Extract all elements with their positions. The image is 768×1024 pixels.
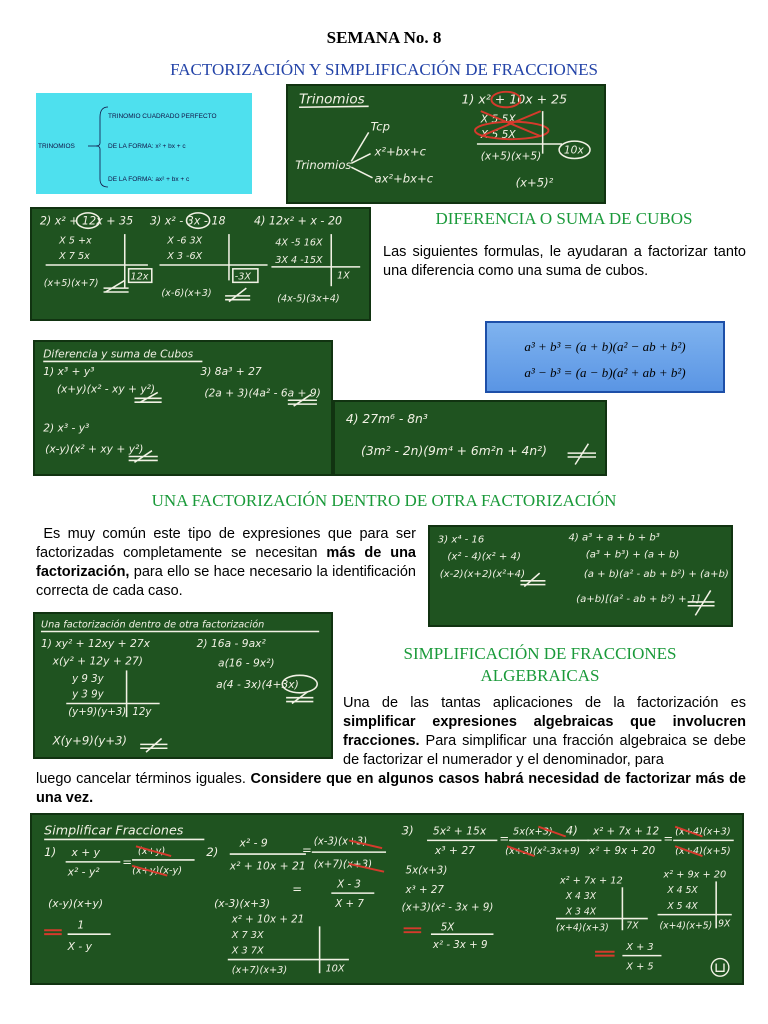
svg-text:X 7 3X: X 7 3X xyxy=(231,930,264,942)
svg-text:9X: 9X xyxy=(718,918,731,930)
svg-text:X 5 4X: X 5 4X xyxy=(667,900,698,912)
svg-text:(x+4)(x+3): (x+4)(x+3) xyxy=(675,826,731,838)
svg-text:1X: 1X xyxy=(337,270,350,282)
svg-text:3): 3) xyxy=(401,823,414,838)
board-root: Trinomios xyxy=(295,158,352,173)
board-title: Trinomios xyxy=(299,91,365,108)
diagram-item-2: DE LA FORMA: x² + bx + c xyxy=(108,143,186,150)
svg-text:(x+4)(x+5): (x+4)(x+5) xyxy=(675,846,731,858)
svg-text:X + 5: X + 5 xyxy=(626,961,654,973)
paragraph-simplificacion: Una de las tantas aplicaciones de la factorización es simplificar expresiones algebraicas que involucren fracciones. Para simplificar una fracción algebraica se debe de factorizar el numerador y el denominador, para xyxy=(343,695,746,768)
svg-text:x + y: x + y xyxy=(71,846,101,860)
svg-text:X 4 3X: X 4 3X xyxy=(565,891,597,902)
board-cubos-ex4 xyxy=(333,400,607,476)
svg-text:4) 27m⁶ - 8n³: 4) 27m⁶ - 8n³ xyxy=(345,411,428,426)
svg-text:X 3 4X: X 3 4X xyxy=(565,906,597,918)
board-dentro-a xyxy=(428,525,733,627)
svg-text:X 5 +x: X 5 +x xyxy=(59,235,92,247)
svg-text:3X 4 -15X: 3X 4 -15X xyxy=(275,255,323,267)
svg-text:4X -5 16X: 4X -5 16X xyxy=(275,237,323,249)
svg-text:x² - 9: x² - 9 xyxy=(239,836,268,850)
svg-text:(x-y)(x+y): (x-y)(x+y) xyxy=(48,896,104,910)
svg-text:x² + 7x + 12: x² + 7x + 12 xyxy=(559,875,623,887)
svg-text:=: = xyxy=(292,882,303,897)
svg-text:2) x³ - y³: 2) x³ - y³ xyxy=(43,421,90,435)
svg-text:(3m² - 2n)(9m⁴ + 6m²n + 4n²): (3m² - 2n)(9m⁴ + 6m²n + 4n²) xyxy=(361,444,547,459)
svg-text:a(4 - 3x)(4+3x): a(4 - 3x)(4+3x) xyxy=(216,677,299,691)
svg-text:X 3 -6X: X 3 -6X xyxy=(167,251,203,263)
svg-text:(x+3)(x² - 3x + 9): (x+3)(x² - 3x + 9) xyxy=(401,901,494,914)
svg-text:x(y² + 12y + 27): x(y² + 12y + 27) xyxy=(52,654,143,668)
svg-text:4) a³ + a + b + b³: 4) a³ + a + b + b³ xyxy=(568,532,660,544)
svg-text:(x-3)(x+3): (x-3)(x+3) xyxy=(214,896,271,910)
svg-text:3) x² - 3x - 18: 3) x² - 3x - 18 xyxy=(149,214,226,228)
svg-text:(x+7)(x+3): (x+7)(x+3) xyxy=(231,965,288,977)
svg-text:X - y: X - y xyxy=(67,939,93,953)
svg-text:x² + 7x + 12: x² + 7x + 12 xyxy=(593,825,660,838)
svg-text:Diferencia y suma de Cubos: Diferencia y suma de Cubos xyxy=(43,347,194,361)
paragraph-cubos: Las siguientes formulas, le ayudaran a factorizar tanto una diferencia como una suma de cubos. xyxy=(383,244,746,279)
svg-text:=: = xyxy=(122,854,133,869)
svg-text:(x+7)(x+3): (x+7)(x+3) xyxy=(313,858,373,871)
svg-text:X 3 7X: X 3 7X xyxy=(231,945,264,957)
heading-simplificacion: SIMPLIFICACIÓN DE FRACCIONES ALGEBRAICAS xyxy=(403,644,677,685)
svg-text:Una factorización dentro de ot: Una factorización dentro de otra factorización xyxy=(40,619,265,631)
svg-text:1) xy² + 12xy + 27x: 1) xy² + 12xy + 27x xyxy=(40,637,150,651)
formula-difference-of-cubes: a³ − b³ = (a − b)(a² + ab + b²) xyxy=(524,365,686,380)
page-subtitle: FACTORIZACIÓN Y SIMPLIFICACIÓN DE FRACCIONES xyxy=(170,60,598,79)
svg-text:(4x-5)(3x+4): (4x-5)(3x+4) xyxy=(277,293,340,305)
svg-text:(x+y)(x-y): (x+y)(x-y) xyxy=(132,865,183,877)
svg-text:2) x² + 12x + 35: 2) x² + 12x + 35 xyxy=(39,214,134,228)
svg-text:10x: 10x xyxy=(563,143,584,157)
svg-text:(x-3)(x+3): (x-3)(x+3) xyxy=(313,835,368,848)
board-trinomios xyxy=(286,84,606,204)
formula-sum-of-cubes: a³ + b³ = (a + b)(a² − ab + b²) xyxy=(524,339,686,354)
svg-text:X 7 5x: X 7 5x xyxy=(59,251,90,263)
svg-text:x² + 10x + 21: x² + 10x + 21 xyxy=(229,859,306,873)
svg-text:12x: 12x xyxy=(130,271,149,283)
svg-text:x² - 3x + 9: x² - 3x + 9 xyxy=(432,938,488,951)
paragraph-simplificacion-2: luego cancelar términos iguales. Considere que en algunos casos habrá necesidad de factorizar más de una vez. xyxy=(36,771,746,806)
svg-text:(x+y)(x² - xy + y²): (x+y)(x² - xy + y²) xyxy=(56,382,156,396)
svg-text:X + 3: X + 3 xyxy=(626,941,654,953)
svg-text:x²+bx+c: x²+bx+c xyxy=(374,144,427,159)
svg-text:1) x² + 10x + 25: 1) x² + 10x + 25 xyxy=(461,91,568,107)
svg-text:=: = xyxy=(499,831,510,846)
logo-icon xyxy=(711,959,729,977)
svg-text:(x² - 4)(x² + 4): (x² - 4)(x² + 4) xyxy=(447,551,521,563)
svg-text:-3X: -3X xyxy=(234,271,251,283)
svg-text:(x+5)(x+7): (x+5)(x+7) xyxy=(43,278,99,290)
svg-text:(y+9)(y+3): (y+9)(y+3) xyxy=(68,707,127,719)
svg-text:5x(x+3): 5x(x+3) xyxy=(513,826,553,838)
svg-text:(x+5)²: (x+5)² xyxy=(515,175,554,190)
svg-text:5x(x+3): 5x(x+3) xyxy=(405,864,448,877)
svg-text:(x+5)(x+5): (x+5)(x+5) xyxy=(480,149,542,163)
paragraph-dentro: Es muy común este tipo de expresiones que para ser factorizadas completamente se necesitan más de una factorización, para ello se hace necesario la identificación correcta de cada caso. xyxy=(36,526,416,599)
svg-text:(x+4)(x+5): (x+4)(x+5) xyxy=(659,920,713,932)
svg-text:x² + 9x + 20: x² + 9x + 20 xyxy=(589,845,656,858)
svg-text:(2a + 3)(4a² - 6a + 9): (2a + 3)(4a² - 6a + 9) xyxy=(204,386,321,400)
heading-cubos: DIFERENCIA O SUMA DE CUBOS xyxy=(435,209,693,228)
svg-text:=: = xyxy=(663,831,674,846)
svg-text:X 5 5X: X 5 5X xyxy=(480,112,516,126)
cube-formulas xyxy=(485,321,725,393)
svg-text:(a³ + b³) + (a + b): (a³ + b³) + (a + b) xyxy=(585,549,680,561)
trinomios-diagram xyxy=(36,93,252,194)
board-simplificar xyxy=(30,813,744,985)
svg-text:(x+4)(x+3): (x+4)(x+3) xyxy=(555,922,609,934)
svg-text:a(16 - 9x²): a(16 - 9x²) xyxy=(218,656,275,670)
board-ejemplos-trinomios xyxy=(30,207,371,321)
svg-text:Tcp: Tcp xyxy=(370,119,390,134)
svg-text:2): 2) xyxy=(206,845,219,860)
svg-text:2) 16a - 9ax²: 2) 16a - 9ax² xyxy=(196,637,266,651)
diagram-item-3: DE LA FORMA: ax² + bx + c xyxy=(108,176,190,183)
svg-text:5x² + 15x: 5x² + 15x xyxy=(432,824,487,838)
svg-text:7X: 7X xyxy=(626,920,639,932)
svg-text:(x-6)(x+3): (x-6)(x+3) xyxy=(161,287,212,299)
svg-text:x³ + 27: x³ + 27 xyxy=(434,844,476,858)
svg-text:X 4 5X: X 4 5X xyxy=(667,885,698,897)
svg-text:X -6 3X: X -6 3X xyxy=(167,235,203,247)
svg-text:x² + 10x + 21: x² + 10x + 21 xyxy=(231,913,305,926)
svg-text:(x-2)(x+2)(x²+4): (x-2)(x+2)(x²+4) xyxy=(439,568,526,580)
svg-text:4) 12x² + x - 20: 4) 12x² + x - 20 xyxy=(254,214,343,228)
svg-text:X - 3: X - 3 xyxy=(337,878,361,891)
svg-text:x² - y²: x² - y² xyxy=(67,865,100,879)
svg-text:(x+y): (x+y) xyxy=(137,846,166,858)
svg-text:1): 1) xyxy=(44,845,57,860)
diagram-root: TRINOMIOS xyxy=(38,143,75,150)
svg-text:x³ + 27: x³ + 27 xyxy=(405,884,444,897)
svg-text:(a+b)[(a² - ab + b²) + 1]: (a+b)[(a² - ab + b²) + 1] xyxy=(576,593,701,605)
svg-text:X(y+9)(y+3): X(y+9)(y+3) xyxy=(52,733,127,748)
svg-text:(x-y)(x² + xy + y²): (x-y)(x² + xy + y²) xyxy=(45,442,144,456)
svg-text:5X: 5X xyxy=(440,921,455,934)
svg-text:4): 4) xyxy=(565,823,578,838)
board-dentro-b xyxy=(33,612,333,759)
svg-text:X + 7: X + 7 xyxy=(335,897,364,910)
diagram-item-1: TRINOMIO CUADRADO PERFECTO xyxy=(108,113,217,120)
svg-text:(a + b)(a² - ab + b²) + (a+b): (a + b)(a² - ab + b²) + (a+b) xyxy=(583,568,729,580)
svg-text:Simplificar Fracciones: Simplificar Fracciones xyxy=(44,822,184,838)
svg-text:1: 1 xyxy=(77,918,85,932)
svg-text:=: = xyxy=(302,843,312,858)
svg-text:12y: 12y xyxy=(132,707,152,719)
page-title: SEMANA No. 8 xyxy=(326,28,442,47)
heading-dentro: UNA FACTORIZACIÓN DENTRO DE OTRA FACTORIZACIÓN xyxy=(151,491,617,510)
svg-text:ax²+bx+c: ax²+bx+c xyxy=(374,171,434,186)
svg-text:x² + 9x + 20: x² + 9x + 20 xyxy=(663,869,727,881)
svg-text:(x+3)(x²-3x+9): (x+3)(x²-3x+9) xyxy=(505,846,581,858)
svg-text:X 5 5X: X 5 5X xyxy=(480,128,516,142)
board-cubos xyxy=(33,340,333,476)
svg-text:3) 8a³ + 27: 3) 8a³ + 27 xyxy=(200,365,262,378)
svg-text:10X: 10X xyxy=(325,963,345,975)
svg-text:3) x⁴ - 16: 3) x⁴ - 16 xyxy=(437,534,485,546)
svg-text:y 9 3y: y 9 3y xyxy=(72,674,104,686)
svg-text:1) x³ + y³: 1) x³ + y³ xyxy=(43,365,95,378)
svg-text:y 3 9y: y 3 9y xyxy=(72,689,104,701)
